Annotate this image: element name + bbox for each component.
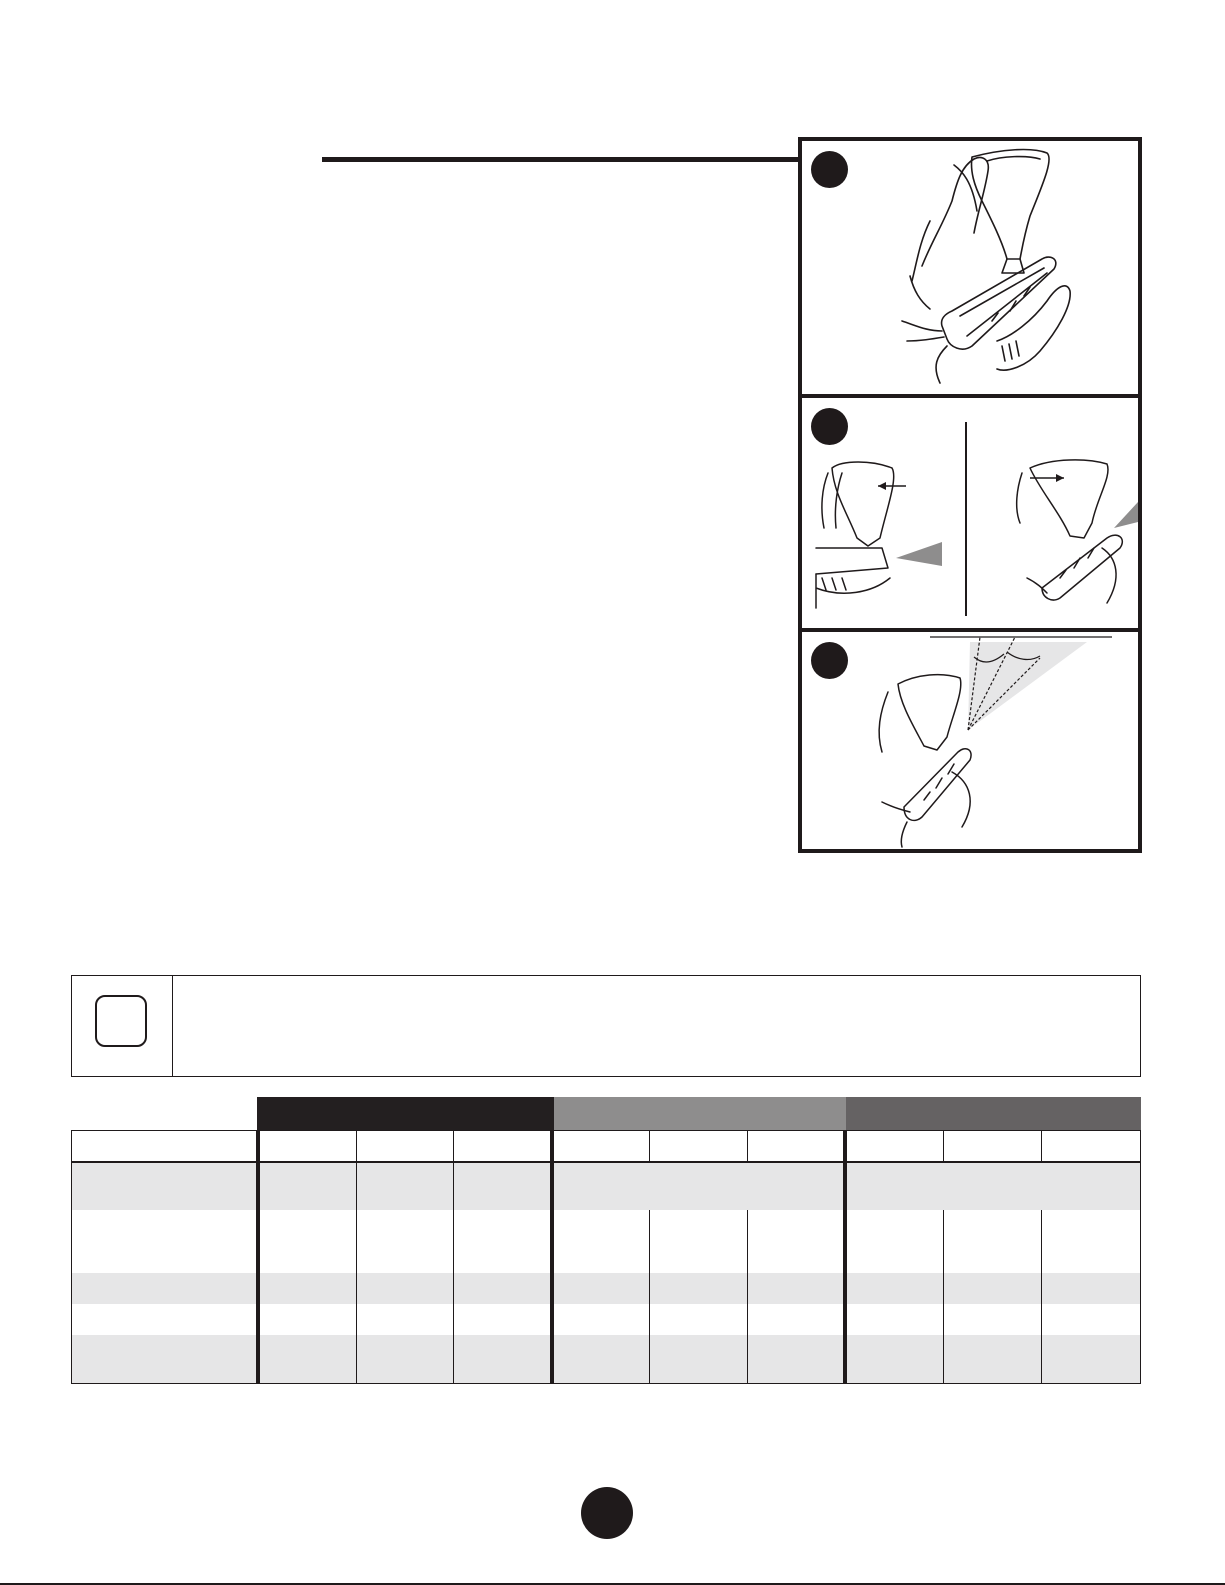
column-divider [943,1131,944,1162]
table-group-header-2 [554,1097,846,1130]
table-row [72,1273,1140,1304]
column-divider [550,1131,554,1383]
table-row [72,1335,1140,1384]
note-box [71,975,1141,1077]
spec-table [71,1097,1141,1384]
column-divider [356,1131,357,1383]
illustration-panel-3 [798,628,1142,853]
illustration-panel-1 [798,137,1142,398]
table-row [72,1163,1140,1210]
table-row [72,1210,1140,1273]
column-divider [747,1131,748,1162]
note-icon [95,995,147,1047]
table-group-header-1 [257,1097,554,1130]
scan-range-illustration [802,632,1138,849]
scanner-handheld-illustration [802,141,1138,394]
illustration-panel-2 [798,394,1142,632]
column-divider [1041,1210,1042,1384]
column-divider [943,1210,944,1384]
page-number-badge [581,1487,633,1539]
scanner-angle-comparison-illustration [802,398,1138,628]
column-divider [843,1131,847,1383]
table-body [71,1130,1141,1384]
column-divider [453,1131,454,1383]
column-divider [747,1210,748,1384]
table-row [72,1304,1140,1335]
column-divider [256,1131,260,1383]
column-divider [649,1131,650,1162]
table-group-header-3 [846,1097,1141,1130]
note-icon-cell [72,976,173,1076]
column-divider [649,1210,650,1384]
heading-rule [322,157,800,162]
column-divider [1041,1131,1042,1162]
table-header-divider [72,1161,1140,1163]
